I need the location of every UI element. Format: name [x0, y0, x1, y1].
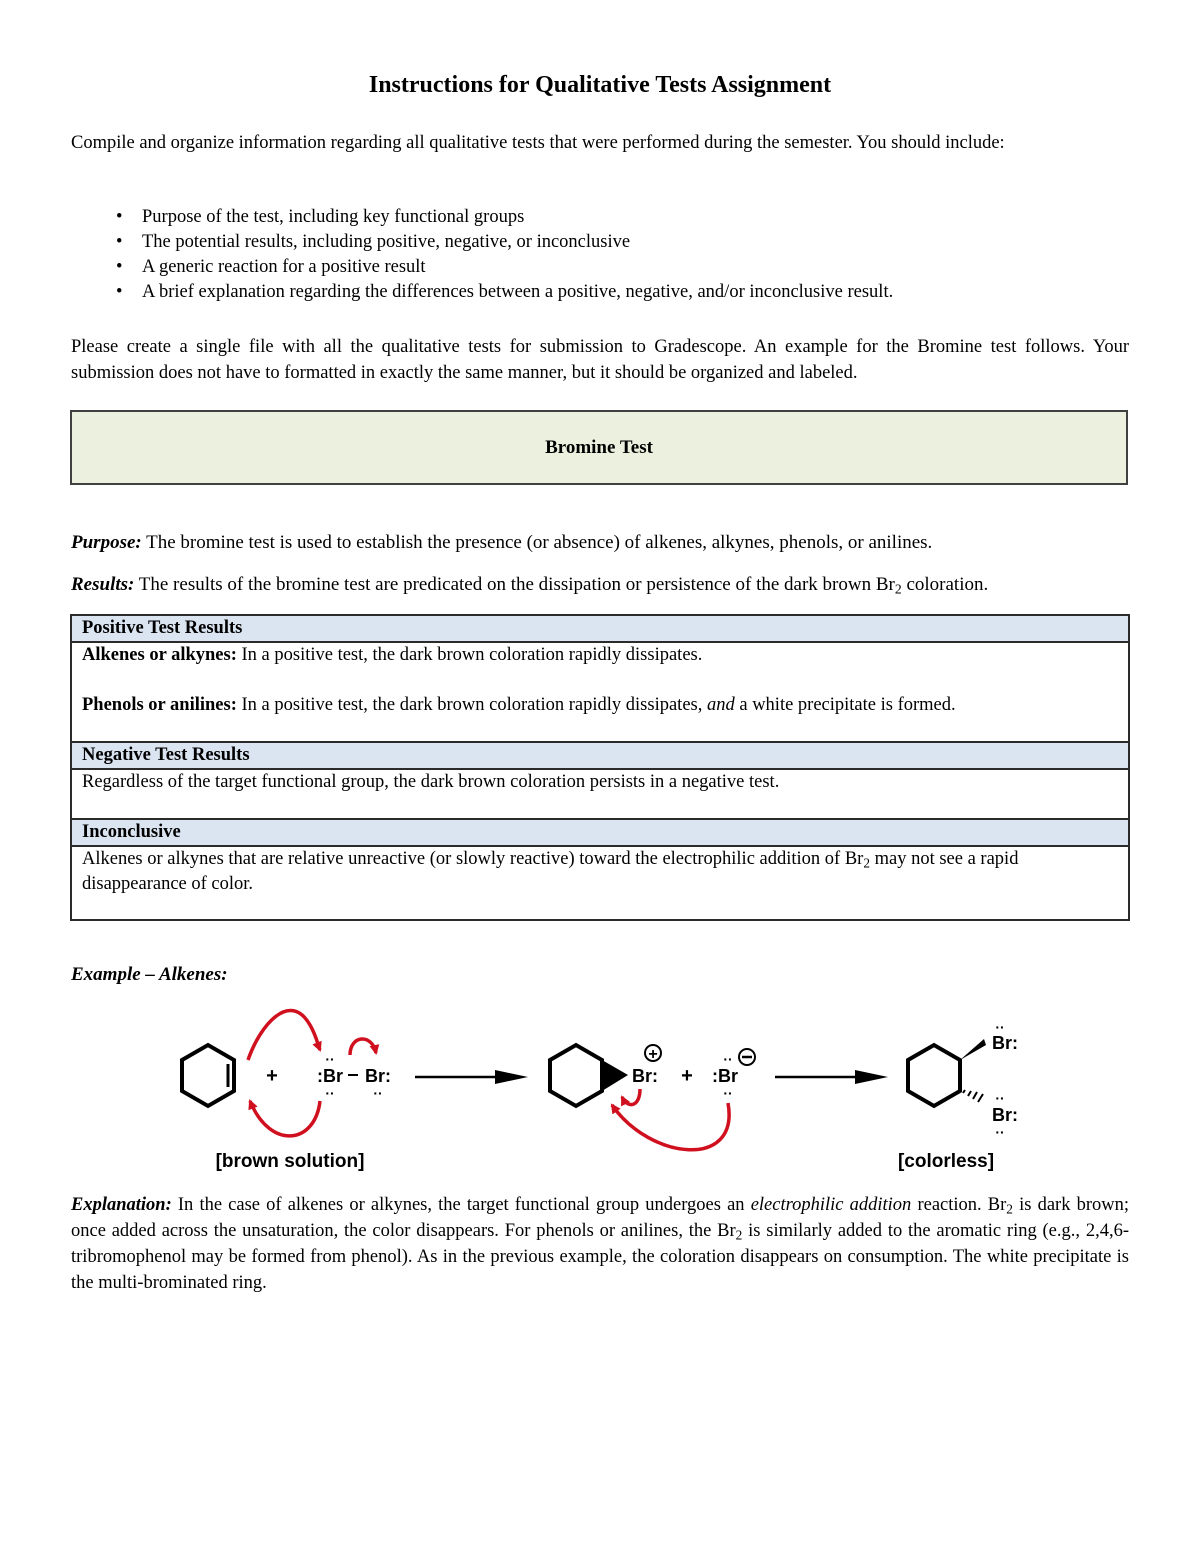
bromide-atom: :Br	[712, 1066, 738, 1086]
inconclusive-text-end: may not see a rapid disappearance of color.	[82, 849, 1019, 894]
electron-pushing-arrows	[612, 1089, 729, 1150]
table-row	[71, 819, 1129, 846]
explanation-text: is dark brown; once added across the unsaturation, the color disappears. For phenols or anilines, the Br	[71, 1195, 1129, 1241]
requirements-list	[71, 205, 893, 305]
explanation-paragraph	[71, 1192, 1129, 1296]
alkenes-text: In a positive test, the dark brown coloration rapidly dissipates.	[236, 645, 703, 665]
positive-cell	[71, 642, 1129, 742]
alkenes-label: Alkenes or alkynes:	[82, 645, 237, 665]
plus-sign: +	[266, 1065, 278, 1087]
bromine-atom-right: Br:	[365, 1066, 391, 1086]
results-table	[70, 614, 1130, 921]
test-banner-title: Bromine Test	[545, 436, 653, 458]
label-brown-solution: [brown solution]	[215, 1151, 365, 1172]
lone-pair: ··	[995, 1124, 1005, 1140]
table-row	[71, 615, 1129, 642]
plus-sign: +	[648, 1046, 658, 1063]
subscript: 2	[735, 1227, 743, 1243]
example-heading	[71, 962, 1129, 988]
lone-pair: ··	[373, 1085, 383, 1101]
bromide-ion	[712, 1049, 755, 1101]
bromine-molecule	[317, 1051, 391, 1101]
results-text-end: coloration.	[901, 574, 989, 595]
subscript: 2	[894, 581, 902, 597]
cyclohexene-structure	[182, 1045, 234, 1106]
bromine-atom-left: :Br	[317, 1066, 343, 1086]
inconclusive-text: Alkenes or alkynes that are relative unreactive (or slowly reactive) toward the electrophilic addition of Br	[82, 849, 864, 869]
phenols-text: In a positive test, the dark brown coloration rapidly dissipates,	[236, 695, 707, 715]
results-label: Results:	[71, 574, 135, 595]
reaction-arrow	[775, 1070, 888, 1084]
plus-sign: +	[681, 1065, 693, 1087]
subscript: 2	[1006, 1201, 1013, 1217]
test-banner	[70, 410, 1128, 485]
lone-pair: ··	[325, 1085, 335, 1101]
negative-cell: Regardless of the target functional group, the dark brown coloration persists in a negative test.	[71, 769, 1129, 819]
lone-pair: ··	[995, 1090, 1005, 1106]
explanation-label: Explanation:	[71, 1195, 172, 1215]
table-row	[71, 642, 1129, 742]
phenols-label: Phenols or anilines:	[82, 695, 237, 715]
table-row	[71, 769, 1129, 819]
bromine-atom-bottom: Br:	[992, 1105, 1018, 1125]
bromine-atom-top: Br:	[992, 1033, 1018, 1053]
lone-pair: ··	[723, 1051, 733, 1067]
purpose-label: Purpose:	[71, 532, 142, 553]
lone-pair: ··	[723, 1085, 733, 1101]
submission-paragraph: Please create a single file with all the qualitative tests for submission to Gradescope. An example for the Bromine test follows. Your submission does not have to formatted in exactly the same manner, but it should be organized and labeled.	[71, 337, 1129, 383]
table-row	[71, 846, 1129, 920]
table-row	[71, 742, 1129, 769]
phenols-result	[82, 693, 1118, 718]
list-item: • A generic reaction for a positive result	[71, 255, 893, 280]
list-item: • A brief explanation regarding the differences between a positive, negative, and/or inconclusive result.	[71, 280, 893, 305]
subscript: 2	[863, 855, 870, 871]
bromonium-atom: Br:	[632, 1066, 658, 1086]
phenols-text-end: a white precipitate is formed.	[734, 695, 956, 715]
alkenes-result	[82, 643, 1118, 668]
negative-header: Negative Test Results	[71, 742, 1129, 769]
explanation-text: In the case of alkenes or alkynes, the target functional group undergoes an	[171, 1195, 751, 1215]
bromonium-intermediate	[550, 1045, 661, 1106]
purpose-paragraph	[71, 530, 1129, 556]
explanation-text: reaction. Br	[911, 1195, 1007, 1215]
reaction-scheme	[150, 995, 1050, 1180]
purpose-text: The bromine test is used to establish the presence (or absence) of alkenes, alkynes, phenols, or anilines.	[141, 532, 933, 553]
list-item: • Purpose of the test, including key functional groups	[71, 205, 893, 230]
lone-pair: ··	[325, 1051, 335, 1067]
explanation-text: is similarly added to the aromatic ring (e.g., 2,4,6-tribromophenol may be formed from phenol). As in the previous example, the coloration disappears on consumption. The white precipitate is the multi-brominated ring.	[71, 1221, 1129, 1293]
inconclusive-header: Inconclusive	[71, 819, 1129, 846]
label-colorless: [colorless]	[897, 1151, 995, 1172]
example-label: Example – Alkenes:	[71, 964, 228, 985]
reaction-arrow	[415, 1070, 528, 1084]
dibromide-product	[908, 1019, 1018, 1140]
inconclusive-cell	[71, 846, 1129, 920]
positive-header: Positive Test Results	[71, 615, 1129, 642]
intro-paragraph: Compile and organize information regarding all qualitative tests that were performed during the semester. You should include:	[71, 133, 1005, 153]
explanation-italic: electrophilic addition	[750, 1195, 912, 1215]
list-item: • The potential results, including positive, negative, or inconclusive	[71, 230, 893, 255]
page-title: Instructions for Qualitative Tests Assignment	[368, 72, 832, 98]
phenols-and: and	[706, 695, 735, 715]
results-text: The results of the bromine test are predicated on the dissipation or persistence of the dark brown Br	[134, 574, 895, 595]
lone-pair: ··	[995, 1019, 1005, 1035]
results-paragraph	[71, 572, 1129, 598]
